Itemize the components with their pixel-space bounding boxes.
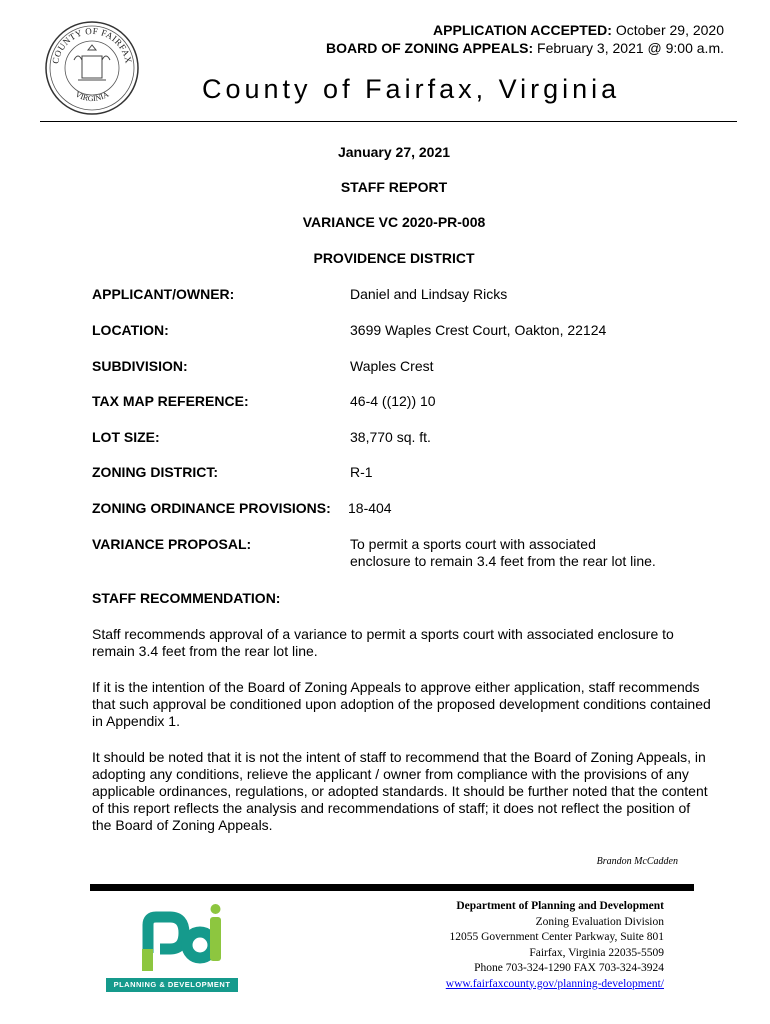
header-rule [40,121,737,122]
applicant-label: APPLICANT/OWNER: [92,286,235,302]
county-seal [44,20,140,116]
footer-division: Zoning Evaluation Division [535,915,664,928]
subdivision-value: Waples Crest [350,358,434,374]
accepted-date: October 29, 2020 [615,22,724,38]
recommendation-paragraph-3: It should be noted that it is not the intent of staff to recommend that the Board of Zoning Appeals, in adopting any conditions, relieve the applicant / owner from compliance with the provisions of any applicable ordinances, regulations, or adopted standards. It should be further noted that the content of this report reflects the analysis and recommendations of staff; it does not reflect the position of the Board of Zoning Appeals. [92,749,708,833]
recommendation-paragraph-1: Staff recommends approval of a variance to permit a sports court with associated enclosure to remain 3.4 feet from the rear lot line. [92,626,674,659]
footer-rule [90,884,694,891]
bza-hearing [326,40,724,56]
footer-address2: Fairfax, Virginia 22035-5509 [529,946,664,959]
location-value: 3699 Waples Crest Court, Oakton, 22124 [350,322,607,338]
footer-contact [446,899,664,992]
tax-map-label: TAX MAP REFERENCE: [92,393,249,409]
ordinance-provisions-label: ZONING ORDINANCE PROVISIONS: [92,500,331,516]
location-label: LOCATION: [92,322,169,338]
bza-label: BOARD OF ZONING APPEALS: [325,40,534,56]
footer-address1: 12055 Government Center Parkway, Suite 801 [449,931,664,943]
variance-proposal-line2: enclosure to remain 3.4 feet from the rear lot line. [350,553,656,569]
variance-proposal-value [350,536,656,570]
signature: Brandon McCadden [596,856,678,867]
variance-proposal-label: VARIANCE PROPOSAL: [92,536,252,552]
variance-proposal-line1: To permit a sports court with associated [350,536,596,552]
svg-text:VIRGINIA: VIRGINIA [73,89,111,104]
zoning-district-value: R-1 [350,464,373,480]
staff-recommendation-heading: STAFF RECOMMENDATION: [92,590,281,606]
footer-url-link[interactable]: www.fairfaxcounty.gov/planning-development/ [445,977,664,990]
district: PROVIDENCE DISTRICT [313,250,475,266]
tax-map-value: 46-4 ((12)) 10 [350,393,436,409]
footer-dept: Department of Planning and Development [456,900,664,912]
report-type: STAFF REPORT [340,179,448,195]
footer-phone: Phone 703-324-1290 FAX 703-324-3924 [474,962,664,974]
zoning-district-label: ZONING DISTRICT: [92,464,218,480]
application-accepted [433,22,724,38]
svg-text:COUNTY OF FAIRFAX: COUNTY OF FAIRFAX [50,25,134,65]
logo-band-text: PLANNING & DEVELOPMENT [106,978,238,992]
bza-date: February 3, 2021 @ 9:00 a.m. [537,40,724,56]
case-number: VARIANCE VC 2020-PR-008 [302,214,486,230]
county-title: County of Fairfax, Virginia [202,74,621,104]
lot-size-label: LOT SIZE: [92,429,160,445]
applicant-value: Daniel and Lindsay Ricks [350,286,508,302]
report-date: January 27, 2021 [337,144,451,160]
accepted-label: APPLICATION ACCEPTED: [433,22,612,38]
ordinance-provisions-value: 18-404 [348,500,392,516]
lot-size-value: 38,770 sq. ft. [350,429,431,445]
recommendation-paragraph-2: If it is the intention of the Board of Zoning Appeals to approve either application, staff recommends that such approval be conditioned upon adoption of the proposed development conditions contained in Appendix 1. [92,679,711,729]
subdivision-label: SUBDIVISION: [92,358,188,374]
